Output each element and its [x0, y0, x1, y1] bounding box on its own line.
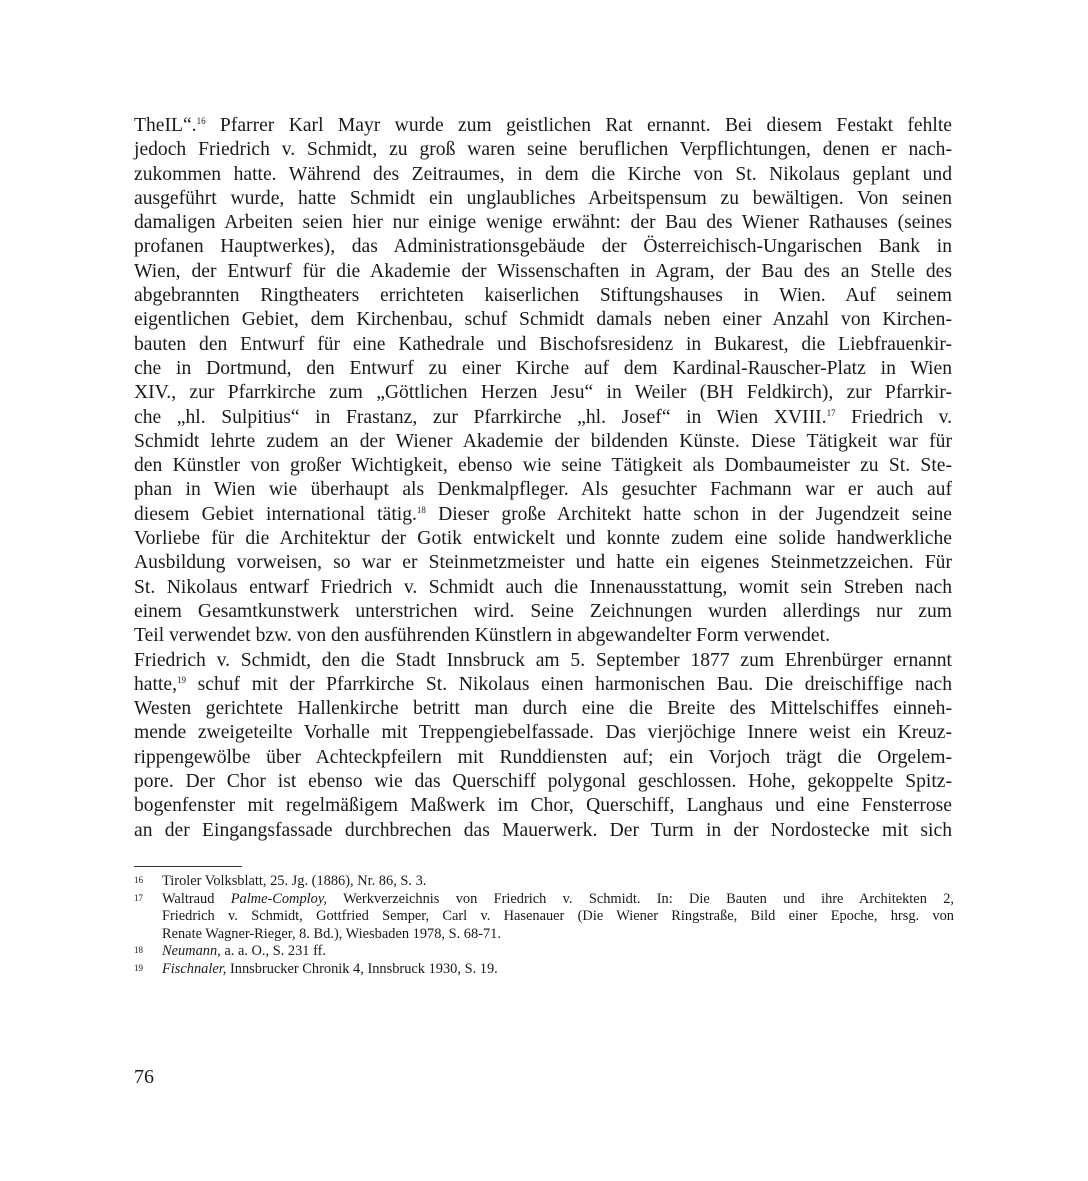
- body-line: [134, 333, 952, 357]
- footnote-ref[interactable]: 17: [826, 407, 836, 418]
- text-run: damaligen Arbeiten seien hier nur einige wenige erwähnt: der Bau des Wiener Rathauses (seines: [134, 212, 952, 234]
- footnote-line: [162, 908, 954, 926]
- text-run: zukommen hatte. Während des Zeitraumes, in dem die Kirche von St. Nikolaus geplant und: [134, 163, 952, 185]
- text-run: abgebrannten Ringtheaters errichteten kaiserlichen Stiftungshauses in Wien. Auf seinem: [134, 285, 952, 307]
- text-run: rippengewölbe über Achteckpfeilern mit Runddiensten auf; ein Vorjoch trägt die Orgelem-: [134, 746, 952, 768]
- body-line: [134, 624, 952, 648]
- text-run: Wien, der Entwurf für die Akademie der Wissenschaften in Agram, der Bau des an Stelle des: [134, 260, 952, 282]
- body-line: [134, 697, 952, 721]
- text-run: mende zweigeteilte Vorhalle mit Treppengiebelfassade. Das vierjöchige Innere weist ein Kreuz-: [134, 722, 952, 744]
- text-run: Ausbildung vorweisen, so war er Steinmetzmeister und hatte ein eigenes Steinmetzzeichen. Für: [134, 552, 952, 574]
- footnote-ref[interactable]: 19: [176, 674, 186, 685]
- body-line: [134, 308, 952, 332]
- footnote: [134, 873, 954, 891]
- text-run: XIV., zur Pfarrkirche zum „Göttlichen Herzen Jesu“ in Weiler (BH Feldkirch), zur Pfarrkir-: [134, 382, 952, 404]
- body-line: [134, 649, 952, 673]
- text-run: Westen gerichtete Hallenkirche betritt man durch eine die Breite des Mittelschiffes einneh-: [134, 698, 952, 720]
- text-run: bauten den Entwurf für eine Kathedrale und Bischofsresidenz in Bukarest, die Liebfrauenkir-: [134, 333, 952, 355]
- author-name: Neumann,: [162, 943, 221, 960]
- footnote-line: [162, 891, 954, 909]
- body-line: [134, 357, 952, 381]
- page-number: 76: [134, 1066, 154, 1088]
- footnote-number: 16: [134, 875, 143, 885]
- footnote: [134, 891, 954, 944]
- text-run: schuf mit der Pfarrkirche St. Nikolaus einen harmonischen Bau. Die dreischiffige nach: [185, 673, 952, 695]
- body-line: [134, 770, 952, 794]
- footnote-text: [162, 961, 954, 979]
- text-run: Teil verwendet bzw. von den ausführenden Künstlern in abgewandelter Form verwendet.: [134, 625, 830, 647]
- text-run: che „hl. Sulpitius“ in Frastanz, zur Pfarrkirche „hl. Josef“ in Wien XVIII.: [134, 406, 827, 428]
- body-line: [134, 794, 952, 818]
- text-run: che in Dortmund, den Entwurf zu einer Kirche auf dem Kardinal-Rauscher-Platz in Wien: [134, 357, 952, 379]
- footnote-text: [162, 873, 954, 891]
- footnote-ref[interactable]: 18: [416, 504, 426, 515]
- footnote-text: [162, 943, 954, 961]
- body-line: [134, 673, 952, 697]
- body-text: [134, 114, 952, 843]
- footnote-line: [162, 943, 954, 961]
- footnote: [134, 943, 954, 961]
- body-line: [134, 260, 952, 284]
- body-line: [134, 284, 952, 308]
- body-line: [134, 576, 952, 600]
- text-run: Vorliebe für die Architektur der Gotik entwickelt und konnte zudem eine solide handwerkliche: [134, 528, 952, 550]
- text-run: Werkverzeichnis von Friedrich v. Schmidt. In: Die Bauten und ihre Architekten 2,: [327, 890, 954, 907]
- text-run: jedoch Friedrich v. Schmidt, zu groß waren seine beruflichen Verpflichtungen, denen er nach-: [134, 139, 952, 161]
- text-run: pore. Der Chor ist ebenso wie das Querschiff polygonal geschlossen. Hohe, gekoppelte Spitz-: [134, 771, 952, 793]
- body-line: [134, 746, 952, 770]
- text-run: TheIL“.: [134, 115, 197, 136]
- text-run: Dieser große Architekt hatte schon in der Jugendzeit seine: [425, 503, 952, 525]
- text-run: a. a. O., S. 231 ff.: [220, 943, 327, 960]
- text-run: bogenfenster mit regelmäßigem Maßwerk im Chor, Querschiff, Langhaus und eine Fensterrose: [134, 795, 952, 817]
- text-run: Friedrich v. Schmidt, den die Stadt Innsbruck am 5. September 1877 zum Ehrenbürger ernannt: [134, 649, 952, 671]
- body-line: [134, 235, 952, 259]
- text-run: Friedrich v. Schmidt, Gottfried Semper, Carl v. Hasenauer (Die Wiener Ringstraße, Bild einer Epoche, hrsg. von: [162, 908, 954, 925]
- text-run: ausgeführt wurde, hatte Schmidt ein unglaubliches Arbeitspensum zu bewältigen. Von seinen: [134, 187, 952, 209]
- text-run: Innsbrucker Chronik 4, Innsbruck 1930, S. 19.: [226, 960, 498, 977]
- body-line: [134, 430, 952, 454]
- text-run: Renate Wagner-Rieger, 8. Bd.), Wiesbaden 1978, S. 68-71.: [162, 925, 501, 942]
- footnote-line: [162, 926, 954, 944]
- body-line: [134, 381, 952, 405]
- text-run: Schmidt lehrte zudem an der Wiener Akademie der bildenden Künste. Diese Tätigkeit war für: [134, 430, 952, 452]
- text-run: einem Gesamtkunstwerk unterstrichen wird. Seine Zeichnungen wurden allerdings nur zum: [134, 600, 952, 622]
- text-run: Pfarrer Karl Mayr wurde zum geistlichen Rat ernannt. Bei diesem Festakt fehlte: [205, 115, 952, 136]
- footnote-number: 19: [134, 962, 143, 973]
- body-line: [134, 163, 952, 187]
- footnotes: [134, 873, 954, 979]
- footnote-text: [162, 891, 954, 944]
- body-line: [134, 527, 952, 551]
- body-line: [134, 600, 952, 624]
- body-line: [134, 454, 952, 478]
- body-line: [134, 406, 952, 430]
- text-run: Waltraud: [162, 890, 231, 907]
- text-run: den Künstler von großer Wichtigkeit, ebenso wie seine Tätigkeit als Dombaumeister zu St. Ste-: [134, 455, 952, 477]
- text-run: hatte,: [134, 673, 177, 695]
- body-line: [134, 721, 952, 745]
- text-run: diesem Gebiet international tätig.: [134, 503, 417, 525]
- body-line: [134, 478, 952, 502]
- footnote-line: [162, 873, 954, 891]
- text-run: an der Eingangsfassade durchbrechen das Mauerwerk. Der Turm in der Nordostecke mit sich: [134, 819, 952, 841]
- footnote-ref[interactable]: 16: [196, 116, 206, 126]
- body-line: [134, 138, 952, 162]
- text-run: eigentlichen Gebiet, dem Kirchenbau, schuf Schmidt damals neben einer Anzahl von Kirchen-: [134, 309, 952, 331]
- footnote-line: [162, 961, 954, 979]
- footnote: [134, 961, 954, 979]
- body-line: [134, 211, 952, 235]
- body-line: [134, 551, 952, 575]
- text-run: Tiroler Volksblatt, 25. Jg. (1886), Nr. 86, S. 3.: [162, 873, 427, 889]
- text-run: profanen Hauptwerkes), das Administrationsgebäude der Österreichisch-Ungarischen Bank in: [134, 236, 952, 258]
- body-line: [134, 114, 952, 138]
- author-name: Fischnaler,: [162, 960, 227, 977]
- author-name: Palme-Comploy,: [230, 890, 328, 907]
- footnote-number: 17: [134, 892, 143, 903]
- body-line: [134, 503, 952, 527]
- text-run: St. Nikolaus entwarf Friedrich v. Schmidt auch die Innenausstattung, womit sein Streben nach: [134, 576, 952, 598]
- text-run: phan in Wien wie überhaupt als Denkmalpfleger. Als gesuchter Fachmann war er auch auf: [134, 479, 952, 501]
- body-line: [134, 819, 952, 843]
- body-line: [134, 187, 952, 211]
- footnote-number: 18: [134, 945, 143, 956]
- text-run: Friedrich v.: [835, 406, 953, 428]
- footnote-divider: [134, 866, 242, 867]
